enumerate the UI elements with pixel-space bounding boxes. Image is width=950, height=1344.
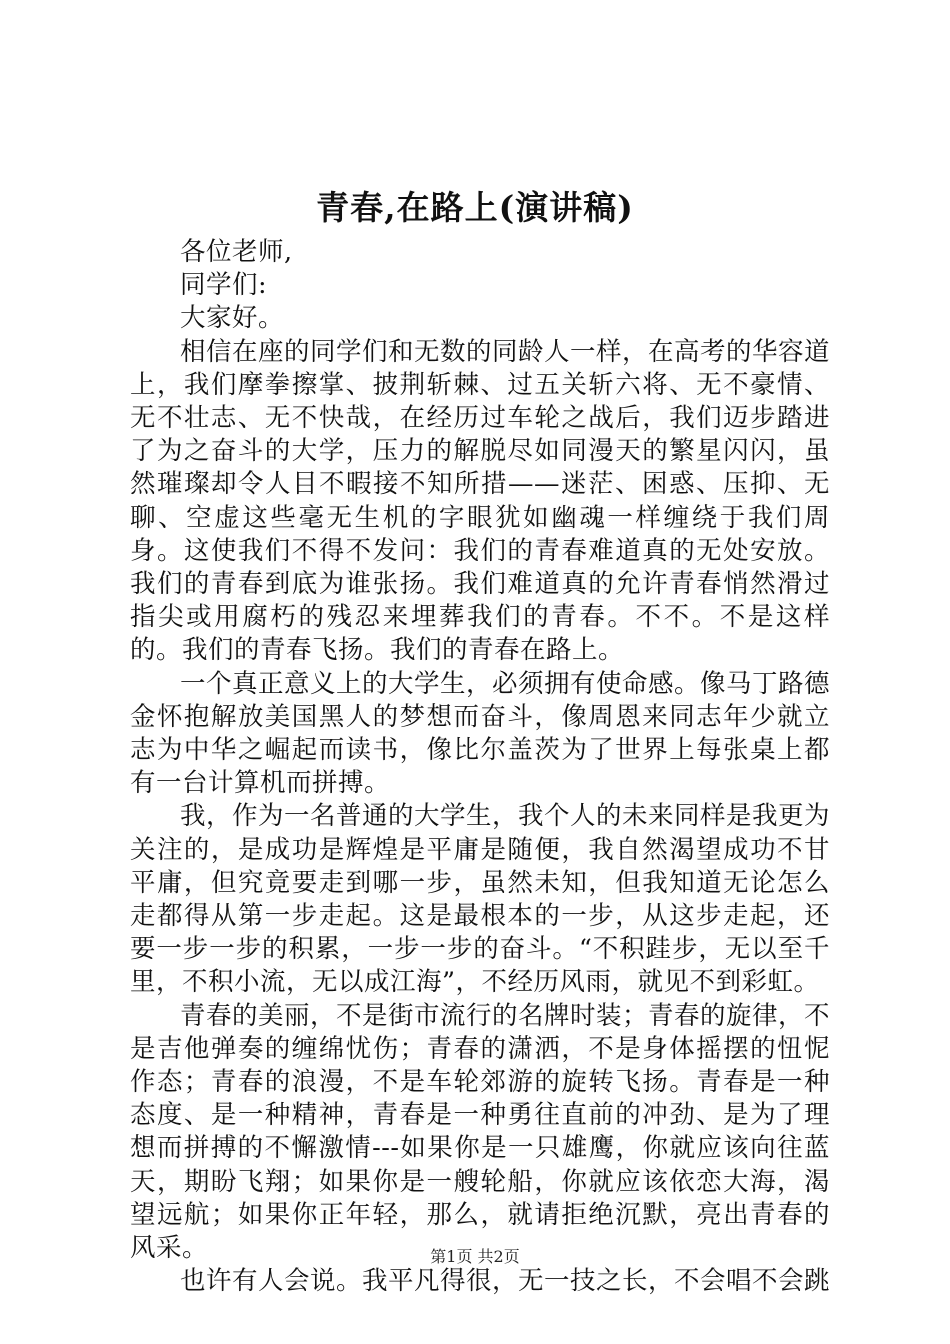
greeting: 大家好。 <box>180 303 285 334</box>
salutation-students: 同学们: <box>180 270 268 301</box>
paragraph: 一个真正意义上的大学生，必须拥有使命感。像马丁路德金怀抱解放美国黑人的梦想而奋斗，像周恩来同志年少就立志为中华之崛起而读书，像比尔盖茨为了世界上每张桌上都有一台计算机而拼搏。 <box>130 668 831 799</box>
paragraph: 青春的美丽，不是街市流行的名牌时装；青春的旋律，不是吉他弹奏的缠绵忧伤；青春的潇洒，不是身体摇摆的忸怩作态；青春的浪漫，不是车轮郊游的旋转飞扬。青春是一种态度、是一种精神，青春是一种勇往直前的冲劲、是为了理想而拼搏的不懈激情---如果你是一只雄鹰，你就应该向往蓝天，期盼飞翔；如果你是一艘轮船，你就应该依恋大海，渴望远航；如果你正年轻，那么，就请拒绝沉默，亮出青春的风采。 <box>130 1000 831 1264</box>
salutation-teachers: 各位老师, <box>180 237 293 267</box>
paragraph: 我，作为一名普通的大学生，我个人的未来同样是我更为关注的，是成功是辉煌是平庸是随便，我自然渴望成功不甘平庸，但究竟要走到哪一步，虽然未知，但我知道无论怎么走都得从第一步走起。这是最根本的一步，从这步走起，还要一步一步的积累，一步一步的奋斗。“不积跬步，无以至千里，不积小流，无以成江海”，不经历风雨，就见不到彩虹。 <box>130 801 831 998</box>
paragraph: 也许有人会说。我平凡得很，无一技之长，不会唱不会跳 <box>180 1266 831 1297</box>
document-title: 青春,在路上(演讲稿) <box>316 188 634 227</box>
document-body <box>130 236 830 1299</box>
page-number-footer: 第1页 共2页 <box>430 1247 520 1266</box>
paragraph: 相信在座的同学们和无数的同龄人一样，在高考的华容道上，我们摩拳擦掌、披荆斩棘、过五关斩六将、无不豪情、无不壮志、无不快哉，在经历过车轮之战后，我们迈步踏进了为之奋斗的大学，压力的解脱尽如同漫天的繁星闪闪，虽然璀璨却令人目不暇接不知所措——迷茫、困惑、压抑、无聊、空虚这些毫无生机的字眼犹如幽魂一样缠绕于我们周身。这使我们不得不发问：我们的青春难道真的无处安放。我们的青春到底为谁张扬。我们难道真的允许青春悄然滑过指尖或用腐朽的残忍来埋葬我们的青春。不不。不是这样的。我们的青春飞扬。我们的青春在路上。 <box>130 336 831 666</box>
